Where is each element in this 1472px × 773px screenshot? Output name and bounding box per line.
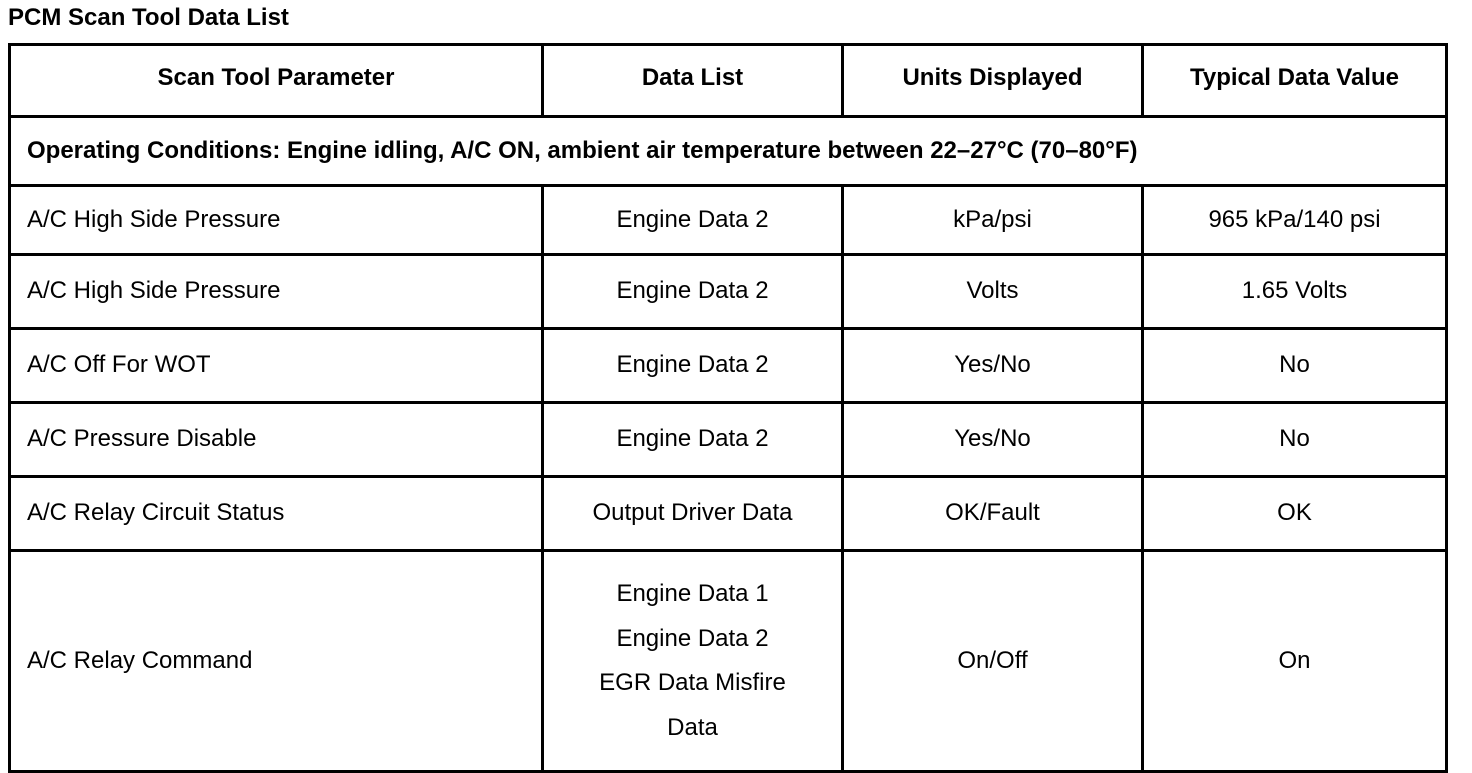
data-list-cell: Engine Data 2 <box>543 403 843 477</box>
parameter-cell: A/C Relay Command <box>10 551 543 772</box>
typical-value-cell: No <box>1143 329 1447 403</box>
data-list-line: EGR Data Misfire <box>599 669 786 696</box>
table-row <box>10 329 1447 403</box>
data-list-cell: Engine Data 2 <box>543 186 843 255</box>
data-list-line: Engine Data 1 <box>616 580 769 607</box>
table-row <box>10 477 1447 551</box>
typical-value-cell: 1.65 Volts <box>1143 255 1447 329</box>
header-scan-tool-parameter: Scan Tool Parameter <box>10 45 543 117</box>
units-cell: On/Off <box>843 551 1143 772</box>
units-cell: Volts <box>843 255 1143 329</box>
data-list-cell: Engine Data 2 <box>543 255 843 329</box>
operating-conditions: Operating Conditions: Engine idling, A/C ON, ambient air temperature between 22–27°C (70–80°F) <box>10 117 1447 186</box>
header-units-displayed: Units Displayed <box>843 45 1143 117</box>
operating-conditions-row <box>10 117 1447 186</box>
table-row <box>10 255 1447 329</box>
typical-value-cell: No <box>1143 403 1447 477</box>
parameter-cell: A/C High Side Pressure <box>10 255 543 329</box>
data-list-cell: Engine Data 2 <box>543 329 843 403</box>
units-cell: Yes/No <box>843 329 1143 403</box>
typical-value-cell: OK <box>1143 477 1447 551</box>
parameter-cell: A/C Relay Circuit Status <box>10 477 543 551</box>
units-cell: kPa/psi <box>843 186 1143 255</box>
data-list-line: Engine Data 2 <box>616 624 769 652</box>
units-cell: Yes/No <box>843 403 1143 477</box>
table-row <box>10 403 1447 477</box>
data-list-cell: Output Driver Data <box>543 477 843 551</box>
table-row <box>10 186 1447 255</box>
table-row <box>10 551 1447 772</box>
page-title: PCM Scan Tool Data List <box>8 4 289 31</box>
typical-value-cell: On <box>1143 551 1447 772</box>
parameter-cell: A/C Pressure Disable <box>10 403 543 477</box>
table-header-row <box>10 45 1447 117</box>
scan-tool-data-table <box>8 43 1448 773</box>
data-list-cell <box>543 551 843 772</box>
header-typical-data-value: Typical Data Value <box>1143 45 1447 117</box>
typical-value-cell: 965 kPa/140 psi <box>1143 186 1447 255</box>
parameter-cell: A/C Off For WOT <box>10 329 543 403</box>
units-cell: OK/Fault <box>843 477 1143 551</box>
header-data-list: Data List <box>543 45 843 117</box>
data-list-line: Data <box>667 713 718 741</box>
parameter-cell: A/C High Side Pressure <box>10 186 543 255</box>
